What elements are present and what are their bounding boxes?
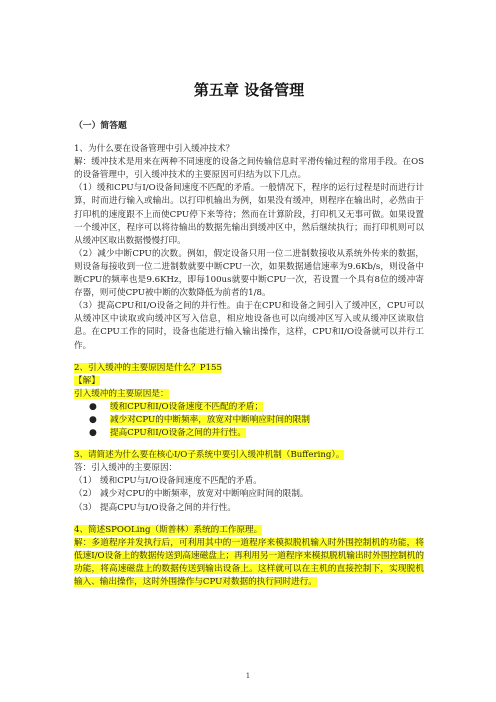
bullet-icon: ● [89, 414, 97, 425]
q2-intro-line [74, 388, 424, 401]
item-text: 提高CPU与I/O设备之间的并行性。 [100, 502, 236, 513]
page-number: 1 [245, 672, 251, 680]
item-number: （1） [74, 476, 97, 487]
list-item [74, 427, 424, 440]
item-number: （2） [74, 489, 97, 500]
section-heading: （一）简答题 [74, 121, 127, 131]
q2-label-line [74, 375, 424, 388]
q2-intro: 引入缓冲的主要原因是： [74, 388, 169, 399]
spacer [74, 353, 424, 362]
list-item [74, 414, 424, 427]
spacer [74, 515, 424, 524]
q1-point-1: （1）缓和CPU与I/O设备间速度不匹配的矛盾。一般情况下，程序的运行过程是时而进行计算，时而进行输入或输出。以打印机输出为例，如果没有缓冲，则程序在输出时，必然由于打印机的速度跟不上而使CPU停下来等待；然而在计算阶段，打印机又无事可做。如果设置一个缓冲区，程序可以将待输出的数据先输出到缓冲区中，然后继续执行；而打印机则可以从缓冲区取出数据慢慢打印。 [74, 183, 424, 246]
q2-item-text: 缓和CPU和I/O设备速度不匹配的矛盾； [110, 401, 264, 412]
q2-bullet-list [74, 401, 424, 440]
list-item [74, 488, 424, 501]
chapter-title: 第五章 设备管理 [193, 81, 305, 99]
q1-point-3: （3）提高CPU和I/O设备之间的并行性。由于在CPU和设备之间引入了缓冲区，CPU可以从缓冲区中读取或向缓冲区写入信息，相应地设备也可以向缓冲区写入或从缓冲区读取信息。在CPU工作的同时，设备也能进行输入输出操作，这样，CPU和I/O设备就可以并行工作。 [74, 301, 424, 351]
bullet-icon: ● [89, 401, 97, 412]
list-item [74, 475, 424, 488]
q3-question: 3、请简述为什么要在核心I/O子系统中要引入缓冲机制（Buffering）。 [74, 450, 345, 461]
q2-label: 【解】 [74, 375, 100, 386]
list-item [74, 401, 424, 414]
q1-point-2: （2）减少中断CPU的次数。例如，假定设备只用一位二进制数接收从系统外传来的数据，则设备每接收到一位二进制数就要中断CPU一次，如果数据通信速率为9.6Kb/s，则设备中断CPU的频率也是9.6KHz，即每100us就要中断CPU一次，若设置一个具有8位的缓冲寄存器，则可使CPU被中断的次数降低为前者的1/8。 [74, 248, 424, 299]
spacer [74, 440, 424, 449]
q4-answer: 解：多道程序并发执行后，可利用其中的一道程序来模拟脱机输入时外围控制机的功能，将低速I/O设备上的数据传送到高速磁盘上；再利用另一道程序来模拟脱机输出时外围控制机的功能，将高速磁盘上的数据传送到输出设备上。这样就可以在主机的直接控制下，实现脱机输入、输出操作，这时外围操作与CPU对数据的执行同时进行。 [74, 537, 424, 587]
q2-item-text: 减少对CPU的中断频率，放宽对中断响应时间的限制 [110, 414, 310, 425]
q3-intro: 答：引入缓冲的主要原因： [74, 463, 178, 474]
item-number: （3） [74, 502, 97, 513]
item-text: 缓和CPU与I/O设备间速度不匹配的矛盾。 [100, 476, 262, 487]
q1-question: 1、为什么要在设备管理中引入缓冲技术？ [74, 144, 235, 155]
q2-item-text: 提高CPU和I/O设备之间的并行性。 [110, 428, 246, 439]
item-text: 减少对CPU的中断频率，放宽对中断响应时间的限制。 [100, 489, 309, 500]
q3-question-line [74, 449, 424, 462]
q2-question-line [74, 362, 424, 375]
q4-question-line [74, 524, 424, 537]
q1-answer-intro: 解：缓冲技术是用来在两种不同速度的设备之间传输信息时平滑传输过程的常用手段。在OS的设备管理中，引入缓冲技术的主要原因可归结为以下几点。 [74, 157, 424, 181]
q2-question: 2、引入缓冲的主要原因是什么？P155 [74, 362, 222, 373]
list-item [74, 502, 424, 515]
page-content [74, 80, 424, 589]
q4-question: 4、简述SPOOLing（斯普林）系统的工作原理。 [74, 524, 263, 535]
bullet-icon: ● [89, 428, 97, 439]
q4-answer-line [74, 537, 424, 589]
